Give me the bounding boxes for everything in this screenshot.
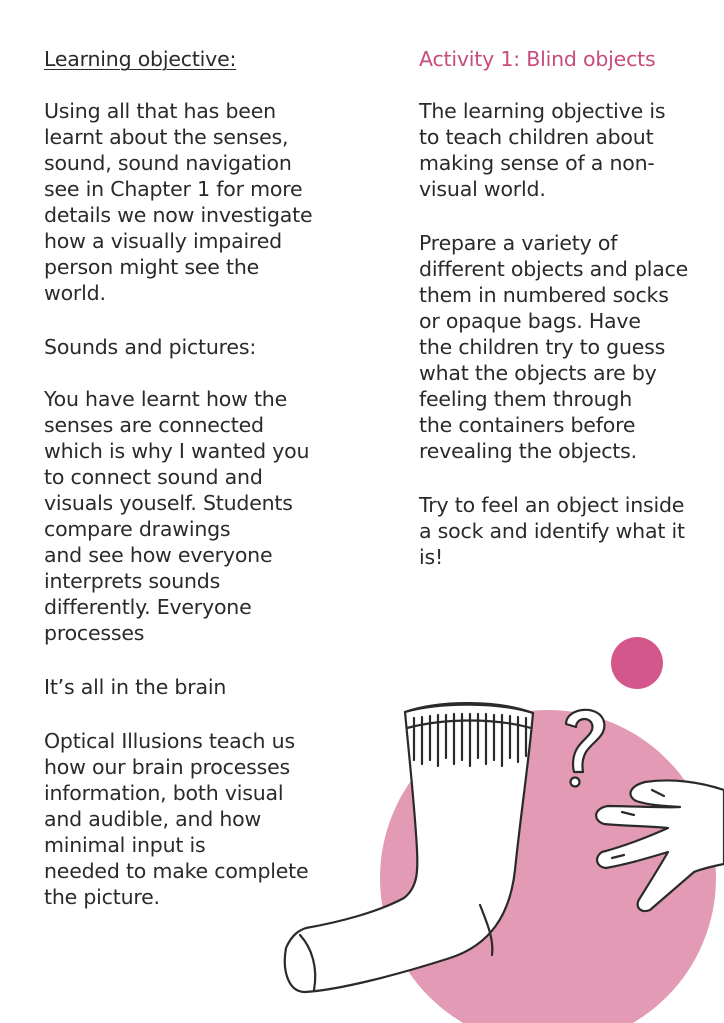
sounds-pictures-heading: Sounds and pictures: [44,335,257,359]
sounds-line: interprets sounds [44,569,221,593]
sounds-line: processes [44,621,145,645]
sounds-line: and see how everyone [44,543,273,567]
objective-line: how a visually impaired [44,229,282,253]
illusion-line: and audible, and how [44,807,262,831]
activity-objective-line: to teach children about [419,125,654,149]
objective-line: person might see the [44,255,260,279]
objective-line: learnt about the senses, [44,125,289,149]
activity-objective-line: making sense of a non- [419,151,655,175]
sounds-line: senses are connected [44,413,264,437]
prepare-line: revealing the objects. [419,439,637,463]
prepare-line: them in numbered socks [419,283,669,307]
illusion-line: needed to make complete [44,859,309,883]
sounds-line: visuals youself. Students [44,491,293,515]
brain-heading: It’s all in the brain [44,675,227,699]
prepare-line: feeling them through [419,387,633,411]
activity-objective-line: visual world. [419,177,546,201]
sounds-line: differently. Everyone [44,595,252,619]
sounds-line: which is why I wanted you [44,439,310,463]
illusion-line: information, both visual [44,781,284,805]
illusion-line: minimal input is [44,833,206,857]
objective-line: world. [44,281,106,305]
try-line: Try to feel an object inside [419,493,685,517]
objective-line: details we now investigate [44,203,313,227]
prepare-line: Prepare a variety of [419,231,618,255]
prepare-line: or opaque bags. Have [419,309,641,333]
activity-objective-line: The learning objective is [419,99,666,123]
objective-line: see in Chapter 1 for more [44,177,303,201]
sounds-line: compare drawings [44,517,231,541]
try-line: a sock and identify what it [419,519,685,543]
prepare-line: different objects and place [419,257,689,281]
sounds-line: You have learnt how the [44,387,288,411]
prepare-line: the children try to guess [419,335,666,359]
learning-objective-heading: Learning objective: [44,47,237,71]
illusion-line: the picture. [44,885,160,909]
objective-line: sound, sound navigation [44,151,292,175]
illusion-line: how our brain processes [44,755,290,779]
try-line: is! [419,545,443,569]
prepare-line: what the objects are by [419,361,657,385]
small-pink-circle [611,637,663,689]
prepare-line: the containers before [419,413,636,437]
sounds-line: to connect sound and [44,465,263,489]
activity-title: Activity 1: Blind objects [419,47,656,71]
illusion-line: Optical Illusions teach us [44,729,295,753]
objective-line: Using all that has been [44,99,276,123]
